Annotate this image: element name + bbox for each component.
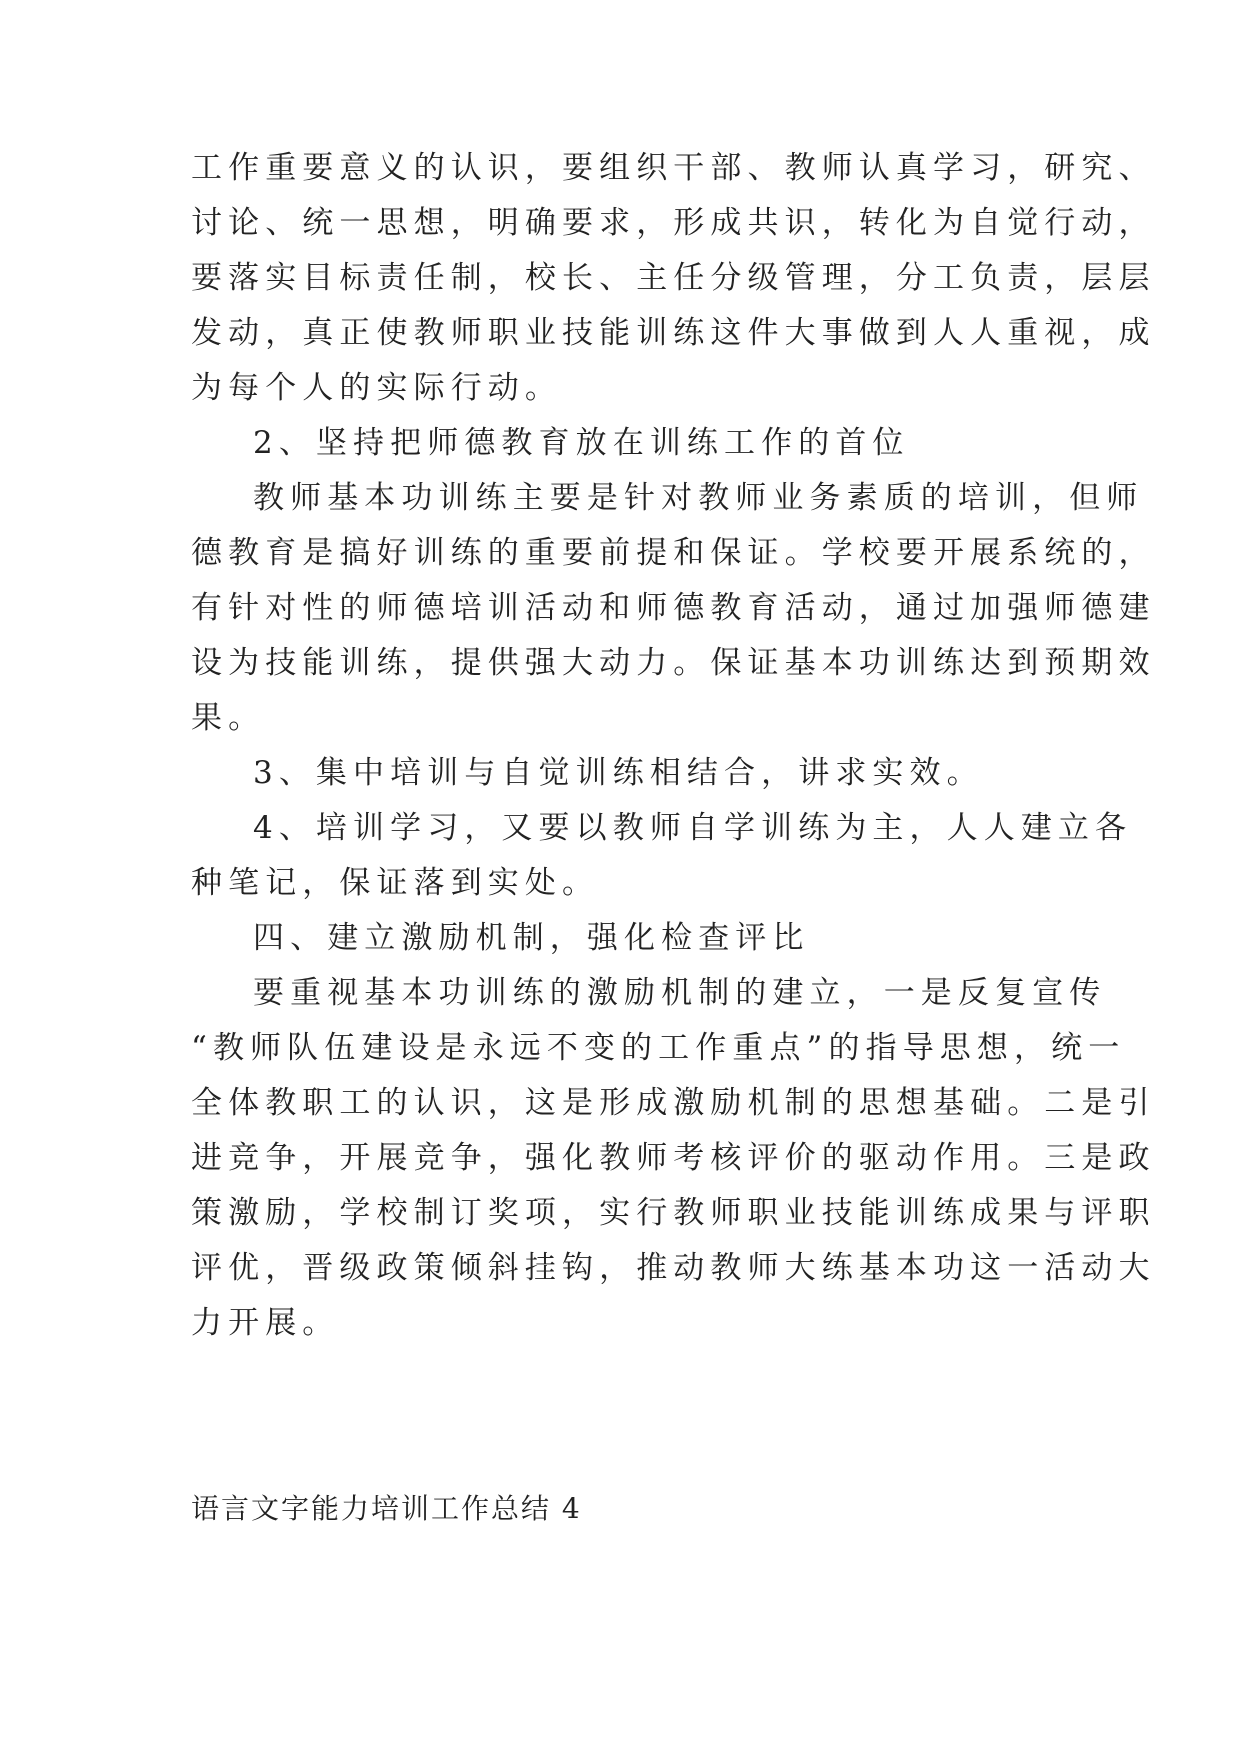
paragraph-line: 种笔记，保证落到实处。 [191, 865, 600, 901]
item-heading: 3、集中培训与自觉训练相结合，讲求实效。 [253, 755, 984, 791]
paragraph-line: 工作重要意义的认识，要组织干部、教师认真学习，研究、 [191, 150, 1156, 186]
paragraph-line: 为每个人的实际行动。 [191, 370, 562, 406]
paragraph-line: 果。 [191, 700, 266, 736]
item-heading: 2、坚持把师德教育放在训练工作的首位 [253, 425, 910, 461]
paragraph-line: 力开展。 [191, 1305, 340, 1341]
paragraph-line: 4、培训学习，又要以教师自学训练为主，人人建立各 [253, 810, 1133, 846]
paragraph-line: 评优，晋级政策倾斜挂钩，推动教师大练基本功这一活动大 [191, 1250, 1156, 1286]
paragraph-line: 设为技能训练，提供强大动力。保证基本功训练达到预期效 [191, 645, 1156, 681]
paragraph-line: 要重视基本功训练的激励机制的建立，一是反复宣传 [253, 975, 1107, 1011]
paragraph-line: 进竞争，开展竞争，强化教师考核评价的驱动作用。三是政 [191, 1140, 1156, 1176]
paragraph-line: 要落实目标责任制，校长、主任分级管理，分工负责，层层 [191, 260, 1156, 296]
paragraph-line: 有针对性的师德培训活动和师德教育活动，通过加强师德建 [191, 590, 1156, 626]
next-section-title: 语言文字能力培训工作总结 4 [191, 1492, 582, 1525]
paragraph-line: 发动，真正使教师职业技能训练这件大事做到人人重视，成 [191, 315, 1156, 351]
paragraph-line: 全体教职工的认识，这是形成激励机制的思想基础。二是引 [191, 1085, 1156, 1121]
paragraph-line: 讨论、统一思想，明确要求，形成共识，转化为自觉行动， [191, 205, 1156, 241]
paragraph-line: “教师队伍建设是永远不变的工作重点”的指导思想，统一 [191, 1030, 1126, 1066]
section-heading: 四、建立激励机制，强化检查评比 [253, 920, 810, 956]
paragraph-line: 教师基本功训练主要是针对教师业务素质的培训，但师 [253, 480, 1144, 516]
paragraph-line: 策激励，学校制订奖项，实行教师职业技能训练成果与评职 [191, 1195, 1156, 1231]
paragraph-line: 德教育是搞好训练的重要前提和保证。学校要开展系统的， [191, 535, 1156, 571]
